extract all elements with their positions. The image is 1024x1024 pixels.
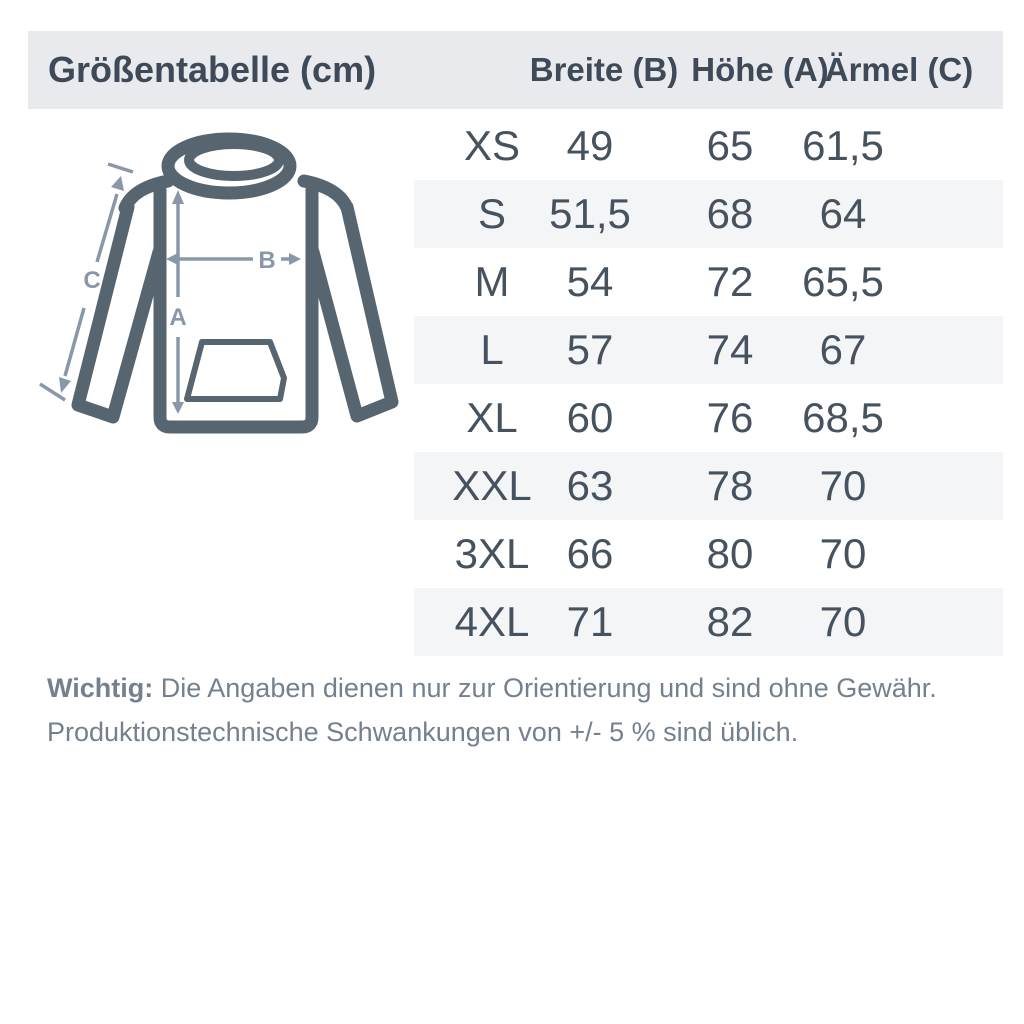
column-header-aermel: Ärmel (C) (824, 51, 974, 88)
table-row (414, 452, 1003, 520)
breite-cell: 54 (566, 258, 614, 305)
aermel-cell: 67 (819, 326, 867, 373)
aermel-cell: 64 (819, 190, 867, 237)
size-cell: XS (463, 122, 521, 169)
aermel-cell: 70 (819, 598, 867, 645)
breite-cell: 71 (566, 598, 614, 645)
size-cell: 4XL (454, 598, 530, 645)
column-header-breite: Breite (B) (529, 51, 679, 88)
breite-cell: 66 (566, 530, 614, 577)
label-a: A (169, 304, 187, 331)
size-cell: XXL (452, 462, 532, 509)
table-row (414, 112, 1003, 180)
size-chart-header (28, 31, 1003, 109)
label-b: B (258, 247, 276, 274)
size-cell: 3XL (454, 530, 530, 577)
size-cell: XL (466, 394, 518, 441)
hoehe-cell: 72 (706, 258, 754, 305)
column-header-hoehe: Höhe (A) (691, 51, 829, 88)
breite-cell: 51,5 (549, 190, 631, 237)
hoehe-cell: 78 (706, 462, 754, 509)
hoehe-cell: 76 (706, 394, 754, 441)
disclaimer-line2: Produktionstechnische Schwankungen von +/- 5 % sind üblich. (47, 717, 799, 747)
size-cell: L (480, 326, 504, 373)
table-row (414, 384, 1003, 452)
hoehe-cell: 65 (706, 122, 754, 169)
size-table (414, 112, 1003, 656)
table-row (414, 180, 1003, 248)
breite-cell: 60 (566, 394, 614, 441)
breite-cell: 57 (566, 326, 614, 373)
table-row (414, 316, 1003, 384)
table-row (414, 588, 1003, 656)
page-title: Größentabelle (cm) (48, 49, 377, 90)
size-cell: M (474, 258, 510, 305)
breite-cell: 49 (566, 122, 614, 169)
hoodie-measurement-diagram (35, 112, 415, 457)
disclaimer-label: Wichtig: (47, 673, 154, 703)
disclaimer-line1: Die Angaben dienen nur zur Orientierung und sind ohne Gewähr. (153, 673, 937, 703)
table-row (414, 248, 1003, 316)
hoehe-cell: 80 (706, 530, 754, 577)
aermel-cell: 65,5 (802, 258, 884, 305)
hoehe-cell: 68 (706, 190, 754, 237)
aermel-cell: 70 (819, 530, 867, 577)
aermel-cell: 70 (819, 462, 867, 509)
hoehe-cell: 74 (706, 326, 754, 373)
breite-cell: 63 (566, 462, 614, 509)
aermel-cell: 68,5 (802, 394, 884, 441)
hoehe-cell: 82 (706, 598, 754, 645)
label-c: C (83, 267, 101, 294)
disclaimer-text (47, 666, 977, 754)
size-cell: S (477, 190, 507, 237)
aermel-cell: 61,5 (802, 122, 884, 169)
table-row (414, 520, 1003, 588)
pocket-outline-icon (187, 342, 284, 399)
